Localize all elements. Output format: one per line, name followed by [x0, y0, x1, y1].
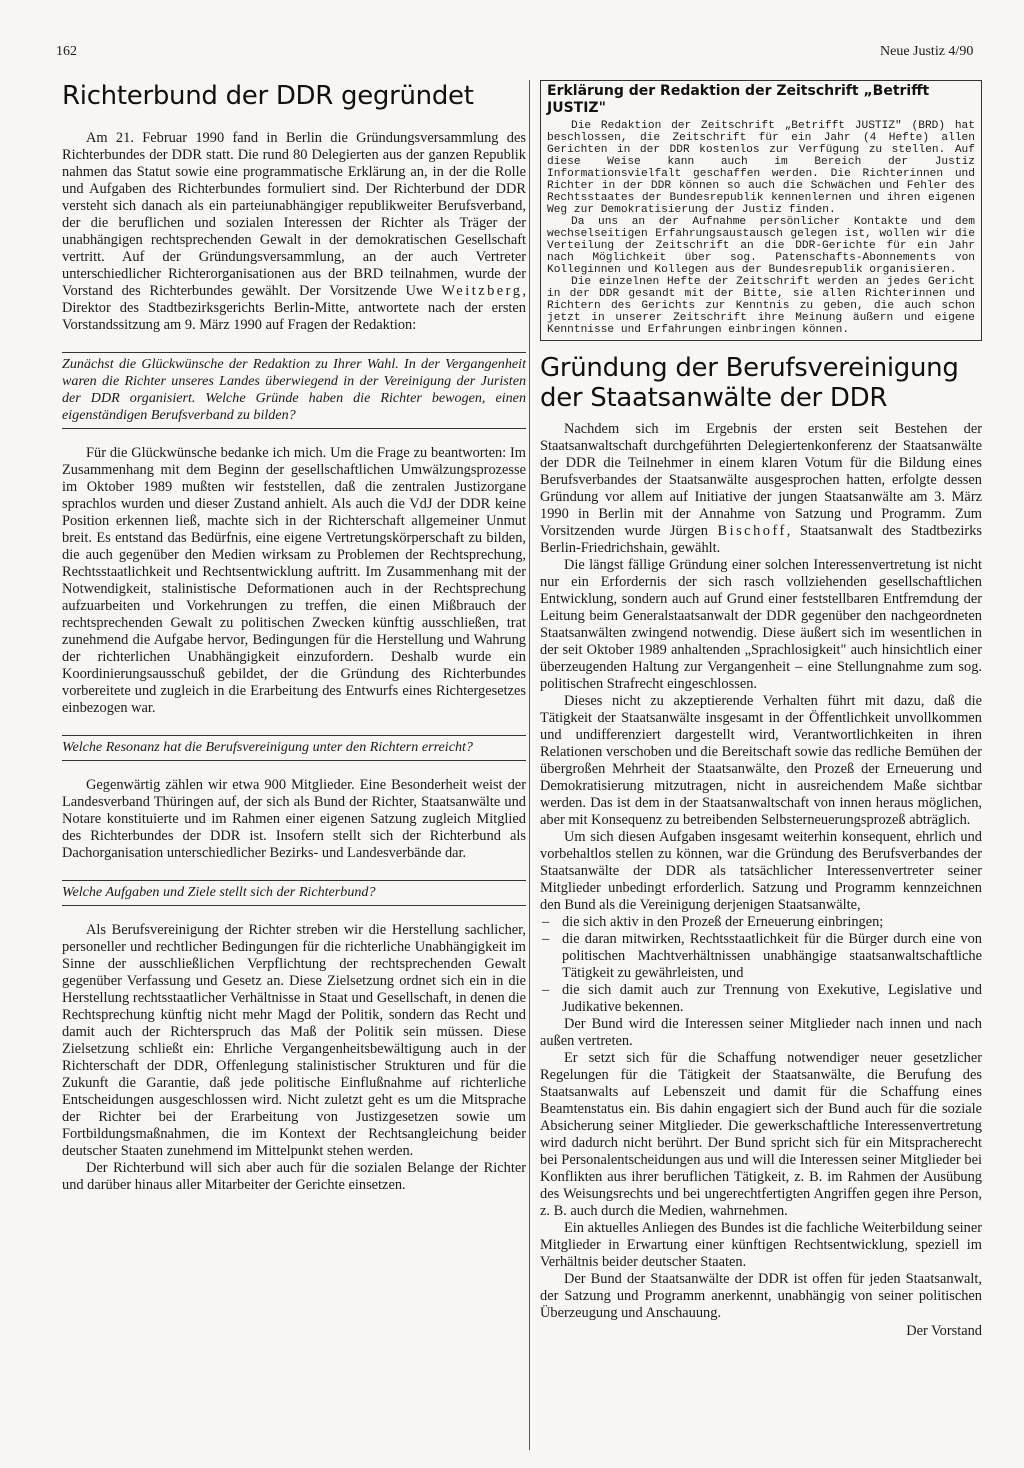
list-item: – die sich damit auch zur Trennung von Exekutive, Legislative und Judikative bekennen. — [542, 982, 982, 1015]
dash-list — [540, 914, 982, 1016]
notice-paragraph: Die Redaktion der Zeitschrift „Betrifft JUSTIZ" (BRD) hat beschlossen, die Zeitschrift für ein Jahr (4 Hefte) allen Gerichten in der DDR kostenlos zur Verfügung zu stellen. Auf diese Weise kann auch im Bereich der Justiz Informationsvielfalt geschaffen werden. Die Richterinnen und Richter in der DDR können so auch die Schwächen und Fehler des Rechtsstaates der Bundesrepublik kennenlernen und ihren eigenen Weg zur Demokratisierung der Justiz finden. — [547, 120, 975, 216]
interview-answer-2: Gegenwärtig zählen wir etwa 900 Mitglieder. Eine Besonderheit weist der Landesverband Thüringen auf, der sich als Bund der Richter, Staatsanwälte und Notare konstituierte und im Rahmen einer eigenen Satzung zugleich Mitglied des Richterbundes der DDR ist. Insofern stellt sich der Richterbund als Dachorganisation unterschiedlicher Bezirks- und Landesverbände dar. — [62, 777, 526, 861]
article-paragraph: Der Bund wird die Interessen seiner Mitglieder nach innen und nach außen vertreten. — [540, 1016, 982, 1049]
list-item: – die sich aktiv in den Prozeß der Erneuerung einbringen; — [542, 914, 884, 930]
article-paragraph: Er setzt sich für die Schaffung notwendiger neuer gesetzlicher Regelungen für die Tätigkeit der Staatsanwälte, die Berufung des Staatsanwalts auf Lebenszeit und damit für die Schaffung eines Beamtenstatus ein. Bis dahin engagiert sich der Bund auch für die soziale Absicherung seiner Mitglieder. Die gewerkschaftliche Interessenvertretung wird dadurch nicht berührt. Der Bund spricht sich für ein Mitspracherecht bei Personalentscheidungen aus und will die Interessen seiner Mitglieder bei Konflikten aus ihrer beruflichen Tätigkeit, z. B. im Rahmen der Ausübung des Weisungsrechts und bei ungerechtfertigten Angriffen gegen ihre Person, z. B. auch durch die Medien, wahrnehmen. — [540, 1050, 982, 1219]
interview-question-1: Zunächst die Glückwünsche der Redaktion zu Ihrer Wahl. In der Vergangenheit waren die Richter unseres Landes überwiegend in der Vereinigung der Juristen der DDR organisiert. Welche Gründe haben die Richter bewogen, einen eigenständigen Berufsverband zu bilden? — [62, 352, 526, 429]
interview-answer-3-continued: Der Richterbund will sich aber auch für die sozialen Belange der Richter und darüber hinaus aller Mitarbeiter der Gerichte einsetzen. — [62, 1160, 526, 1193]
notice-title: Erklärung der Redaktion der Zeitschrift „Betrifft JUSTIZ" — [547, 83, 930, 116]
article-headline-richterbund: Richterbund der DDR gegründet — [62, 81, 474, 111]
person-name: Bischoff — [717, 523, 787, 539]
article-paragraph: Um sich diesen Aufgaben insgesamt weiterhin konsequent, ehrlich und vorbehaltlos stellen zu können, war die Gründung des Berufsverbandes der Staatsanwälte der DDR als tatsächlicher Interessenvertreter seiner Mitglieder unbedingt erforderlich. Satzung und Programm kennzeichnen den Bund als die Vereinigung derjenigen Staatsanwälte, — [540, 829, 982, 913]
journal-reference: Neue Justiz 4/90 — [880, 44, 974, 59]
person-name: Weitzberg — [441, 283, 523, 299]
article-paragraph: Nachdem sich im Ergebnis der ersten seit Bestehen der Staatsanwaltschaft durchgeführten Delegiertenkonferenz der Staatsanwälte der DDR die Teilnehmer in einem klaren Votum für die Bildung eines Berufsverbandes der Staatsanwälte ausgesprochen hatten, erfolgte dessen Gründung vor allem auf Initiative der jungen Staatsanwälte am 3. März 1990 in Berlin mit der Annahme von Satzung und Programm. Zum Vorsitzenden wurde Jürgen Bischoff, Staatsanwalt des Stadtbezirks Berlin-Friedrichshain, gewählt. — [540, 421, 982, 556]
interview-question-3: Welche Aufgaben und Ziele stellt sich der Richterbund? — [62, 880, 526, 906]
intro-paragraph: Am 21. Februar 1990 fand in Berlin die Gründungsversammlung des Richterbundes der DDR statt. Die rund 80 Delegierten aus der ganzen Republik nahmen das Statut sowie eine programmatische Erklärung an, in der die Rolle und Aufgaben des Richterbundes formuliert sind. Der Richterbund der DDR versteht sich danach als ein parteiunabhängiger republikweiter Berufsverband, der die beruflichen und sozialen Interessen der Richter als Träger der unabhängigen rechtsprechenden Gewalt in der demokratischen Gesellschaft vertritt. Auf der Gründungsversammlung, an der auch Vertreter unterschiedlicher Richterorganisationen aus der BRD teilnahmen, wurde der Vorstand des Richterbundes gewählt. Der Vorsitzende Uwe Weitzberg, Direktor des Stadtbezirksgerichts Berlin-Mitte, antwortete nach der ersten Vorstandssitzung am 9. März 1990 auf Fragen der Redaktion: — [62, 130, 526, 333]
article-headline-staatsanwaelte: Gründung der Berufsvereinigung der Staatsanwälte der DDR — [540, 353, 959, 413]
article-paragraph: Die längst fällige Gründung einer solchen Interessenvertretung ist nicht nur ein Erfordernis der sich rasch vollziehenden gesellschaftlichen Entwicklung, sondern auch auf Grund einer feststellbaren Entfremdung der Leitung beim Generalstaatsanwalt der DDR gegenüber den nachgeordneten Staatsanwälten zwingend notwendig. Diese äußert sich im wesentlichen in der seit Oktober 1989 anhaltenden „Sprachlosigkeit" auch hinsichtlich einer überzeugenden Haltung zur Vergangenheit – eine Stellungnahme zum sog. politischen Strafrecht eingeschlossen. — [540, 557, 982, 692]
interview-answer-3: Als Berufsvereinigung der Richter streben wir die Herstellung sachlicher, personeller und rechtlicher Bedingungen für die richterliche Unabhängigkeit im Sinne der ausschließlichen Verpflichtung der rechtsprechenden Gewalt gegenüber Verfassung und Gesetz an. Diese Zielsetzung ordnet sich ein in die Herstellung rechtsstaatlicher Verhältnisse in Staat und Gesellschaft, in denen die Rechtsprechung künftig nicht mehr Magd der Politik, sondern das Recht und damit auch der Richterspruch das Maß der Politik sein müssen. Diese Zielsetzung schließt ein: Ehrliche Vergangenheitsbewältigung auch in der Richterschaft der DDR, Offenlegung stalinistischer Strukturen und für die Zukunft die Garantie, daß jede politische Einflußnahme auf richterliche Entscheidungen ausgeschlossen wird. Nicht zuletzt geht es um die Mitsprache der Richter bei der Erarbeitung von Justizgesetzen sowie um Fortbildungsmaßnahmen, die im Kontext der Rechtsangleichung beider deutscher Staaten zunehmend im Mittelpunkt stehen werden. — [62, 922, 526, 1159]
right-column — [540, 80, 982, 1340]
interview-question-2: Welche Resonanz hat die Berufsvereinigung unter den Richtern erreicht? — [62, 735, 526, 761]
column-divider — [529, 80, 530, 1450]
article-paragraph: Der Bund der Staatsanwälte der DDR ist offen für jeden Staatsanwalt, der Satzung und Programm anerkennt, unabhängig von seiner politischen Überzeugung und Anschauung. — [540, 1271, 982, 1321]
editorial-notice-box — [540, 80, 982, 341]
page-number: 162 — [56, 44, 77, 59]
notice-paragraph: Die einzelnen Hefte der Zeitschrift werden an jedes Gericht in der DDR gesandt mit der Bitte, sie allen Richterinnen und Richtern des Gerichts zur Kenntnis zu geben, die auch schon jetzt in unserer Zeitschrift ihre Meinung äußern und eigene Kenntnisse und Erfahrungen einbringen können. — [547, 276, 975, 336]
article-paragraph: Dieses nicht zu akzeptierende Verhalten führt mit dazu, daß die Tätigkeit der Staatsanwälte insgesamt in der Öffentlichkeit unvollkommen und undifferenziert dargestellt wird, Verantwortlichkeiten in ihren Relationen verschoben und die Bereitschaft sowie das redliche Bemühen der übergroßen Mehrheit der Staatsanwälte, den Prozeß der Erneuerung und Demokratisierung mitzutragen, nicht in ausreichendem Maße sichtbar werden. Das ist dem in der Staatsanwaltschaft von innen heraus möglichen, aber mit Konsequenz zu betreibenden Selbsterneuerungsprozeß abträglich. — [540, 693, 982, 828]
notice-paragraph: Da uns an der Aufnahme persönlicher Kontakte und dem wechselseitigen Erfahrungsaustausch gelegen ist, wollen wir die Verteilung der Zeitschrift an die DDR-Gerichte für ein Jahr nach Möglichkeit über sog. Patenschafts-Abonnements von Kolleginnen und Kollegen aus der Bundesrepublik organisieren. — [547, 216, 975, 276]
left-column — [62, 80, 526, 1194]
interview-answer-1: Für die Glückwünsche bedanke ich mich. Um die Frage zu beantworten: Im Zusammenhang mit dem Beginn der gesellschaftlichen Umwälzungsprozesse im Oktober 1989 mußten wir feststellen, daß die zentralen Justizorgane sprachlos wurden und dieser Zustand anhielt. Als auch die VdJ der DDR keine Position erkennen ließ, machte sich in der Richterschaft allgemeiner Unmut breit. Es entstand das Bedürfnis, eine eigene Vertretungskörperschaft zu bilden, die auch gegenüber den Medien wirksam zu Problemen der Rechtsprechung, Rechtsstaatlichkeit und Rechtsentwicklung auftritt. Im Zusammenhang mit der Notwendigkeit, stalinistische Deformationen auch in der Rechtsprechung aufzuarbeiten und Vorkehrungen zu treffen, die einen Mißbrauch der rechtsprechenden Gewalt zu politischen Zwecken künftig ausschließen, trat zunehmend die Aufgabe hervor, Bedingungen für die Herstellung und Wahrung der richterlichen Unabhängigkeit einzufordern. Deshalb wurde ein Koordinierungsausschuß gebildet, der die Gründung des Richterbundes vorbereitete und zugleich in die Erarbeitung des Entwurfs eines Richtergesetzes einbezogen war. — [62, 445, 526, 716]
list-item: – die daran mitwirken, Rechtsstaatlichkeit für die Bürger durch eine von politischen Machtverhältnissen unabhängige staatsanwaltschaftliche Tätigkeit zu gewährleisten, und — [542, 931, 982, 981]
signature: Der Vorstand — [906, 1323, 982, 1339]
article-paragraph: Ein aktuelles Anliegen des Bundes ist die fachliche Weiterbildung seiner Mitglieder in Erwartung einer künftigen Rechtsentwicklung, speziell im Verhältnis beider deutscher Staaten. — [540, 1220, 982, 1270]
